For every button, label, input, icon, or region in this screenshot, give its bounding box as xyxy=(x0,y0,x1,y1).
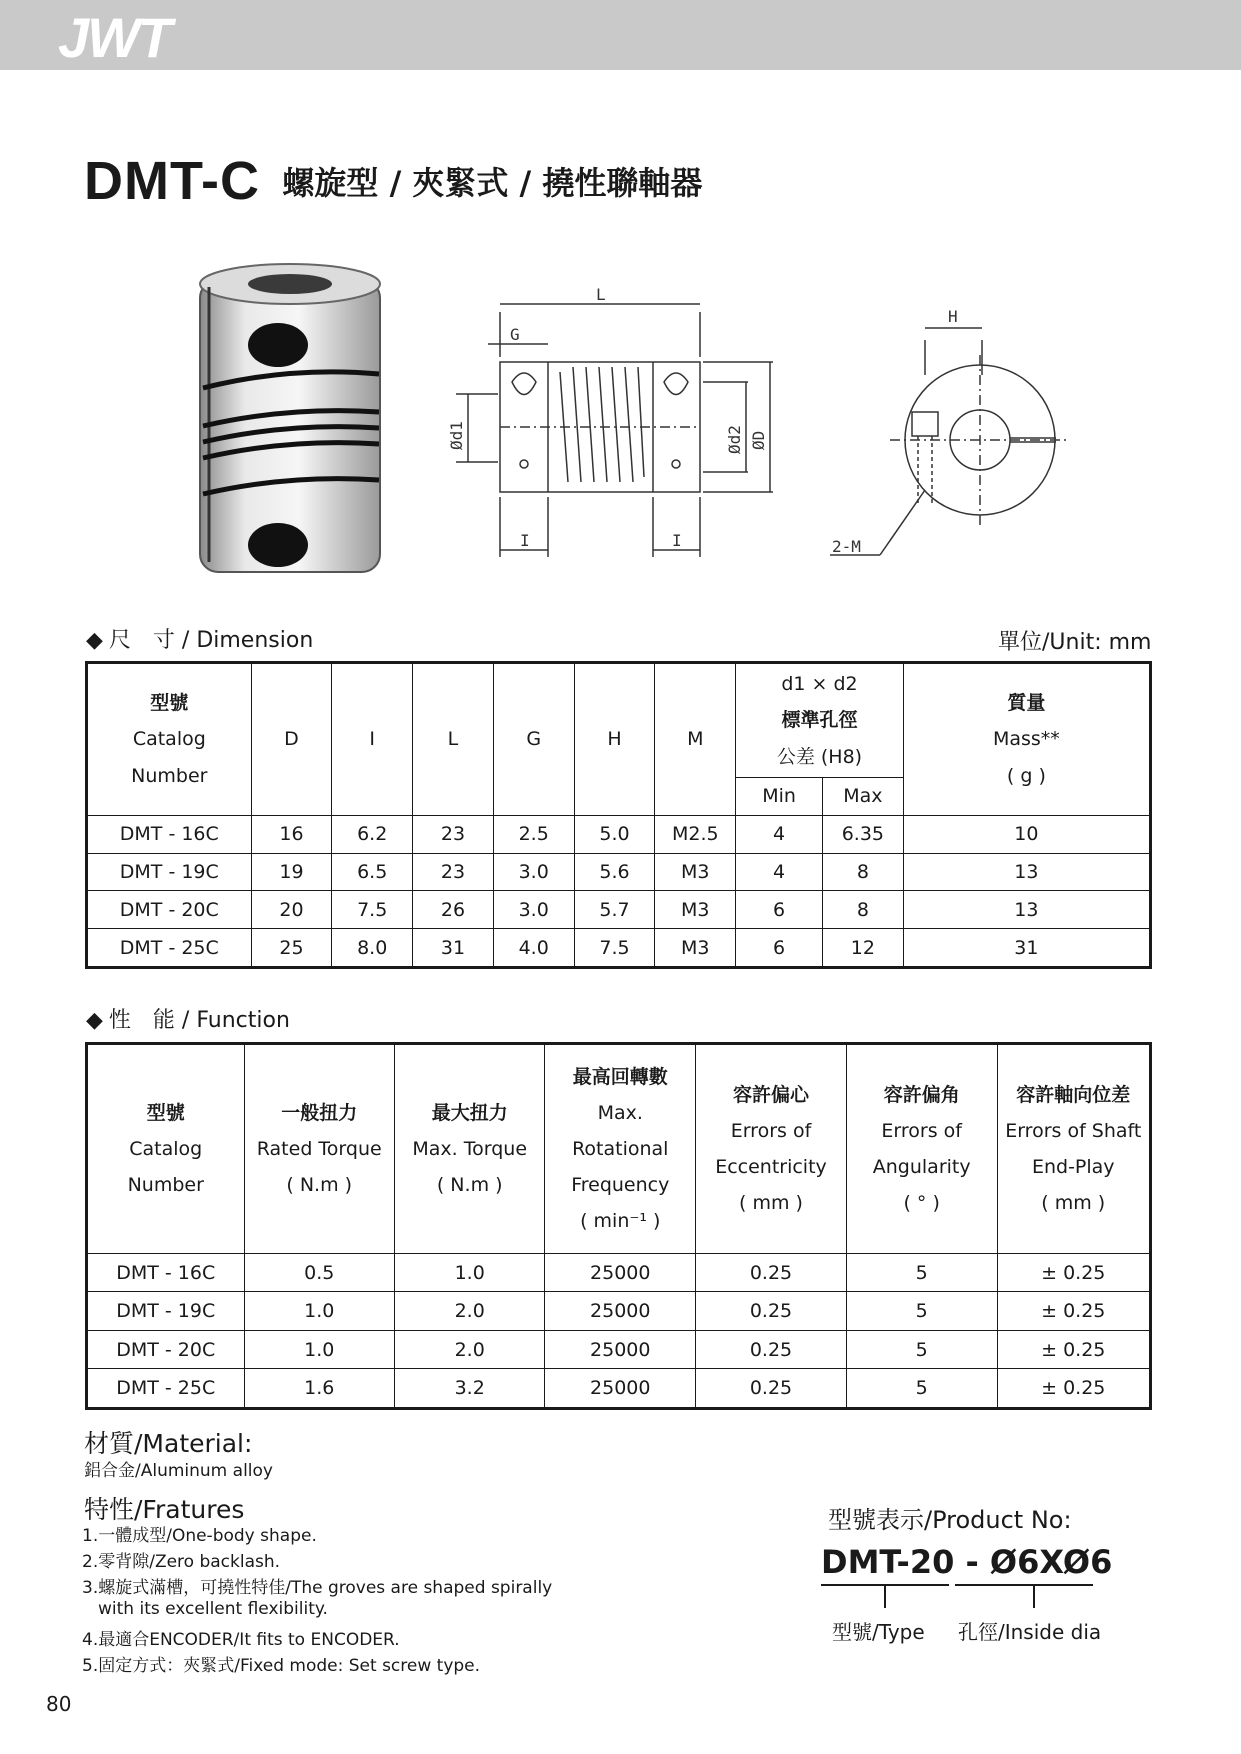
product-code-underline-right xyxy=(955,1584,1093,1586)
diamond-bullet-icon: ◆ xyxy=(86,1008,103,1033)
feature-item-4: 4.最適合ENCODER/It fits to ENCODER. xyxy=(82,1630,400,1650)
table-cell: 25000 xyxy=(545,1292,696,1330)
table-row xyxy=(87,1369,1151,1409)
table-cell: 26 xyxy=(413,891,494,929)
feature-item-1: 1.一體成型/One-body shape. xyxy=(82,1526,317,1546)
table-cell: 4 xyxy=(736,853,823,891)
table-cell: 5 xyxy=(846,1369,997,1409)
drawing-stroke xyxy=(880,490,925,555)
function-table xyxy=(85,1042,1152,1410)
table-cell: 10 xyxy=(903,816,1150,854)
table-cell: 6 xyxy=(736,929,823,968)
table-cell: 23 xyxy=(413,816,494,854)
table-cell: DMT - 16C xyxy=(87,1254,245,1292)
diamond-bullet-icon: ◆ xyxy=(86,628,103,653)
table-cell: ± 0.25 xyxy=(997,1330,1150,1368)
table-cell: 19 xyxy=(251,853,332,891)
table-cell: 3.2 xyxy=(394,1369,544,1409)
header-line: 型號 xyxy=(146,1101,185,1124)
table-cell: 5 xyxy=(846,1330,997,1368)
table-cell: 5.6 xyxy=(574,853,655,891)
dim-header-I: I xyxy=(332,663,413,816)
table-cell: 25 xyxy=(251,929,332,968)
table-cell: 0.25 xyxy=(696,1254,847,1292)
page-number: 80 xyxy=(46,1692,72,1716)
table-cell: 7.5 xyxy=(332,891,413,929)
table-row xyxy=(87,1292,1151,1330)
table-cell: 1.0 xyxy=(244,1330,394,1368)
header-line: Number xyxy=(127,1174,204,1197)
table-cell: 1.0 xyxy=(244,1292,394,1330)
dim-label-d2: Ød2 xyxy=(725,425,744,454)
header-line: 容許軸向位差 xyxy=(1016,1083,1131,1106)
header-line: ( min⁻¹ ) xyxy=(580,1210,661,1233)
table-cell: 25000 xyxy=(545,1254,696,1292)
header-line: 容許偏心 xyxy=(732,1083,809,1106)
drawing-stroke xyxy=(560,367,644,482)
table-cell: 2.0 xyxy=(394,1292,544,1330)
dim-header-min: Min xyxy=(736,778,823,816)
header-line: ( N.m ) xyxy=(436,1174,503,1197)
table-cell: 20 xyxy=(251,891,332,929)
table-cell: 5.0 xyxy=(574,816,655,854)
func-header-catalog xyxy=(87,1044,245,1254)
table-cell: DMT - 20C xyxy=(87,1330,245,1368)
table-cell: 6.35 xyxy=(822,816,903,854)
header-line: 標準孔徑 xyxy=(781,709,858,732)
header-line: ( mm ) xyxy=(1041,1192,1106,1215)
table-cell: 25000 xyxy=(545,1369,696,1409)
feature-item-5: 5.固定方式：夾緊式/Fixed mode: Set screw type. xyxy=(82,1656,481,1676)
header-line: Errors of xyxy=(881,1119,962,1142)
product-model: DMT-C xyxy=(84,151,260,211)
material-title: 材質/Material: xyxy=(84,1429,253,1458)
header-line: Mass** xyxy=(992,728,1060,751)
table-cell: DMT - 19C xyxy=(87,853,252,891)
features-title: 特性/Fratures xyxy=(84,1495,245,1524)
table-row xyxy=(87,853,1151,891)
dim-header-max: Max xyxy=(822,778,903,816)
feature-item-3-cont: with its excellent flexibility. xyxy=(98,1599,328,1619)
table-row xyxy=(87,929,1151,968)
table-cell: 4.0 xyxy=(493,929,574,968)
page-title xyxy=(84,150,702,212)
feature-item-3: 3.螺旋式滿槽，可撓性特佳/The groves are shaped spirally xyxy=(82,1578,553,1598)
product-code-bore: Ø6XØ6 xyxy=(989,1543,1113,1581)
dim-label-H: H xyxy=(948,307,958,326)
table-cell: 6.5 xyxy=(332,853,413,891)
table-cell: 12 xyxy=(822,929,903,968)
table-cell: M3 xyxy=(655,853,736,891)
dim-header-D: D xyxy=(251,663,332,816)
table-cell: 13 xyxy=(903,891,1150,929)
table-cell: 13 xyxy=(903,853,1150,891)
drawing-stroke xyxy=(672,460,680,468)
table-cell: 0.25 xyxy=(696,1369,847,1409)
table-cell: 25000 xyxy=(545,1330,696,1368)
end-view-drawing xyxy=(820,300,1080,570)
dim-header-M: M xyxy=(655,663,736,816)
product-code-separator: - xyxy=(954,1543,990,1581)
dim-header-L: L xyxy=(413,663,494,816)
table-cell: 3.0 xyxy=(493,891,574,929)
table-cell: 16 xyxy=(251,816,332,854)
header-bar xyxy=(0,0,1241,70)
header-line: Rated Torque xyxy=(256,1137,382,1160)
header-line: Errors of xyxy=(730,1119,812,1142)
header-line: Errors of Shaft xyxy=(1005,1119,1142,1142)
drawing-stroke xyxy=(912,412,938,436)
table-cell: 5 xyxy=(846,1254,997,1292)
header-line: Catalog xyxy=(129,1137,203,1160)
header-line: Rotational xyxy=(572,1137,669,1160)
table-cell: 7.5 xyxy=(574,929,655,968)
dim-label-L: L xyxy=(596,285,606,304)
table-cell: 5.7 xyxy=(574,891,655,929)
dim-header-bore xyxy=(736,663,904,778)
set-screw-hole-top xyxy=(248,323,308,367)
coupling-bore xyxy=(248,274,332,294)
table-cell: 1.0 xyxy=(394,1254,544,1292)
side-view-drawing xyxy=(428,282,798,572)
dim-label-D: ØD xyxy=(749,430,768,450)
table-cell: 8 xyxy=(822,853,903,891)
header-line: ( N.m ) xyxy=(286,1174,353,1197)
table-cell: 5 xyxy=(846,1292,997,1330)
product-no-title: 型號表示/Product No: xyxy=(828,1506,1072,1534)
table-cell: M2.5 xyxy=(655,816,736,854)
header-line: ( ° ) xyxy=(903,1192,940,1215)
table-cell: DMT - 16C xyxy=(87,816,252,854)
dim-header-H: H xyxy=(574,663,655,816)
table-cell: M3 xyxy=(655,929,736,968)
header-line: d1 × d2 xyxy=(781,673,858,696)
table-cell: DMT - 25C xyxy=(87,1369,245,1409)
dim-header-G: G xyxy=(493,663,574,816)
table-cell: 1.6 xyxy=(244,1369,394,1409)
table-cell: 6 xyxy=(736,891,823,929)
table-cell: ± 0.25 xyxy=(997,1254,1150,1292)
table-row xyxy=(87,1254,1151,1292)
table-cell: 8 xyxy=(822,891,903,929)
drawing-stroke xyxy=(664,373,688,395)
table-cell: ± 0.25 xyxy=(997,1369,1150,1409)
product-bore-label: 孔徑/Inside dia xyxy=(958,1620,1102,1644)
table-cell: 8.0 xyxy=(332,929,413,968)
header-line: Catalog xyxy=(132,728,206,751)
table-cell: DMT - 25C xyxy=(87,929,252,968)
drawing-stroke xyxy=(520,460,528,468)
header-line: Number xyxy=(131,764,208,787)
product-subtitle: 螺旋型 / 夾緊式 / 撓性聯軸器 xyxy=(282,164,703,202)
header-line: End-Play xyxy=(1031,1156,1115,1178)
header-line: 容許偏角 xyxy=(883,1083,960,1106)
table-cell: 31 xyxy=(903,929,1150,968)
table-cell: 0.5 xyxy=(244,1254,394,1292)
function-section-label: ◆ 性 能 / Function xyxy=(86,1008,290,1033)
header-line: 質量 xyxy=(1007,692,1046,715)
table-cell: 2.0 xyxy=(394,1330,544,1368)
table-cell: DMT - 20C xyxy=(87,891,252,929)
header-line: ( g ) xyxy=(1006,764,1046,787)
table-cell: DMT - 19C xyxy=(87,1292,245,1330)
header-line: Eccentricity xyxy=(715,1156,827,1178)
product-code-tick-left xyxy=(884,1586,886,1608)
header-line: Angularity xyxy=(872,1156,971,1178)
table-cell: M3 xyxy=(655,891,736,929)
product-code-model: DMT-20 xyxy=(821,1543,955,1581)
unit-label: 單位/Unit: mm xyxy=(998,630,1152,655)
dim-label-d1: Ød1 xyxy=(447,421,466,450)
header-line: Max. xyxy=(597,1101,643,1124)
header-line: 公差 (H8) xyxy=(776,745,863,768)
table-cell: 31 xyxy=(413,929,494,968)
brand-logo: JWT xyxy=(58,6,171,69)
material-value: 鋁合金/Aluminum alloy xyxy=(84,1461,273,1481)
dim-label-I-left: I xyxy=(520,531,530,550)
product-code-tick-right xyxy=(1033,1586,1035,1608)
header-line: Max. Torque xyxy=(412,1137,528,1160)
table-cell: 2.5 xyxy=(493,816,574,854)
table-row xyxy=(87,891,1151,929)
table-row xyxy=(87,816,1151,854)
header-line: ( mm ) xyxy=(739,1192,803,1215)
func-header-end-play xyxy=(997,1044,1150,1254)
func-header-rated-torque xyxy=(244,1044,394,1254)
dim-header-catalog xyxy=(87,663,252,816)
table-cell: 3.0 xyxy=(493,853,574,891)
dim-label-I-right: I xyxy=(672,531,682,550)
set-screw-hole-bottom xyxy=(248,523,308,567)
dim-label-M: 2-M xyxy=(832,537,861,556)
product-no-code xyxy=(821,1543,1112,1581)
dimension-section-label: ◆ 尺 寸 / Dimension xyxy=(86,628,314,653)
header-line: 一般扭力 xyxy=(281,1101,358,1124)
func-header-max-frequency xyxy=(545,1044,696,1254)
header-line: 最高回轉數 xyxy=(572,1065,668,1088)
dim-label-G: G xyxy=(510,325,520,344)
header-line: Frequency xyxy=(571,1174,670,1197)
table-row xyxy=(87,1330,1151,1368)
feature-item-2: 2.零背隙/Zero backlash. xyxy=(82,1552,281,1572)
product-photo xyxy=(195,262,385,582)
header-line: 最大扭力 xyxy=(431,1101,508,1124)
table-cell: 6.2 xyxy=(332,816,413,854)
dim-header-mass xyxy=(903,663,1150,816)
drawing-stroke xyxy=(512,373,536,395)
dimension-table xyxy=(85,661,1152,969)
product-type-label: 型號/Type xyxy=(832,1620,925,1644)
table-cell: 0.25 xyxy=(696,1330,847,1368)
func-header-eccentricity xyxy=(696,1044,847,1254)
header-line: 型號 xyxy=(150,692,189,715)
table-cell: ± 0.25 xyxy=(997,1292,1150,1330)
func-header-angularity xyxy=(846,1044,997,1254)
table-cell: 0.25 xyxy=(696,1292,847,1330)
func-header-max-torque xyxy=(394,1044,544,1254)
table-cell: 4 xyxy=(736,816,823,854)
table-cell: 23 xyxy=(413,853,494,891)
